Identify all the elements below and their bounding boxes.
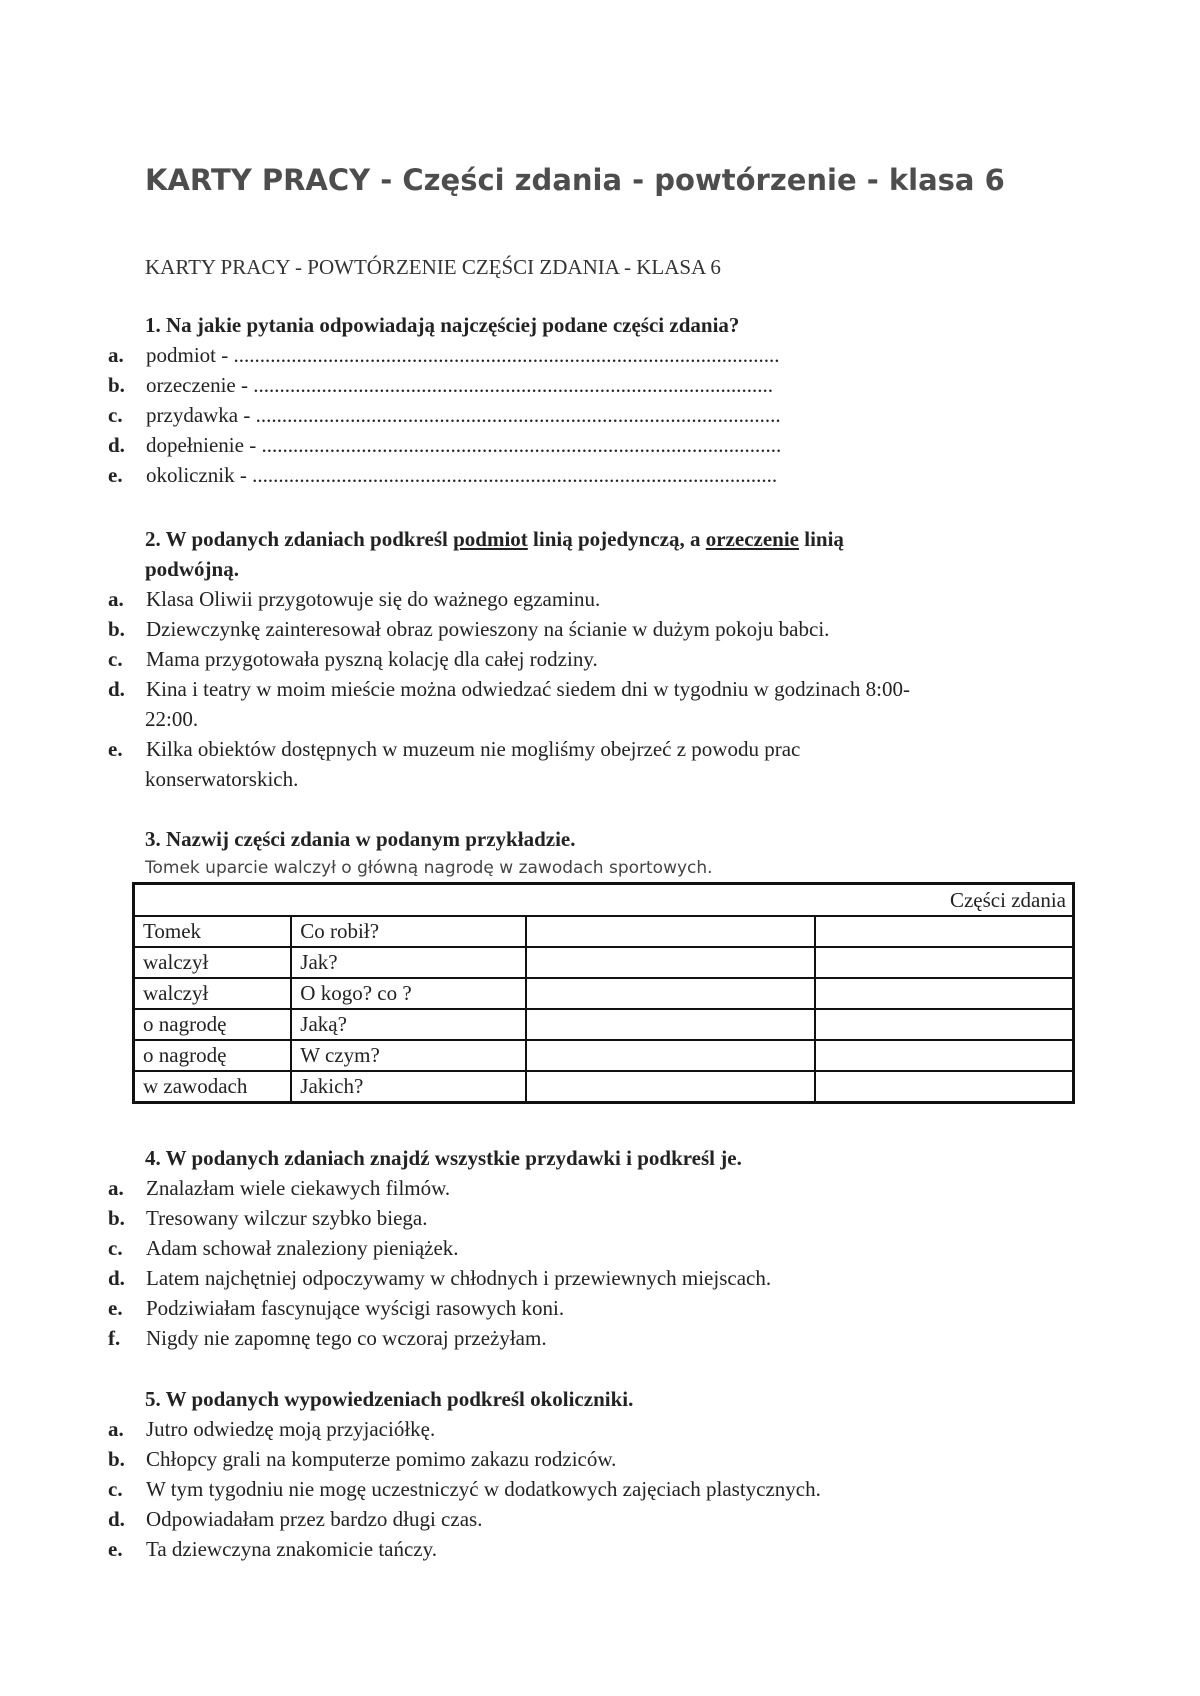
- q4-item: [108, 1203, 428, 1233]
- item-text: orzeczenie - ...................................................................................................: [146, 373, 773, 397]
- table-header: Części zdania: [134, 884, 1074, 917]
- document-title: KARTY PRACY - Części zdania - powtórzenie - klasa 6: [145, 163, 1005, 197]
- item-letter: b.: [108, 1206, 125, 1230]
- item-text: Kina i teatry w moim mieście można odwiedzać siedem dni w tygodniu w godzinach 8:00-: [146, 677, 910, 701]
- item-text: Kilka obiektów dostępnych w muzeum nie mogliśmy obejrzeć z powodu prac: [146, 737, 801, 761]
- cell-blank[interactable]: [526, 947, 815, 978]
- table-row: [134, 1071, 1074, 1103]
- q5-item: [108, 1504, 482, 1534]
- table-row: [134, 1009, 1074, 1040]
- q2-item-continuation: konserwatorskich.: [145, 767, 299, 791]
- cell-question: O kogo? co ?: [291, 978, 526, 1009]
- item-letter: d.: [108, 677, 125, 701]
- item-letter: e.: [108, 463, 123, 487]
- item-text: Podziwiałam fascynujące wyścigi rasowych koni.: [146, 1296, 565, 1320]
- item-text: przydawka - ....................................................................................................: [146, 403, 781, 427]
- item-text: Nigdy nie zapomnę tego co wczoraj przeżyłam.: [146, 1326, 547, 1350]
- q2-item: [108, 644, 598, 674]
- q2-item: [108, 674, 910, 704]
- q5-item: [108, 1474, 821, 1504]
- cell-blank[interactable]: [815, 916, 1074, 947]
- q2-heading-underlined-predicate: orzeczenie: [705, 527, 799, 551]
- cell-word: o nagrodę: [134, 1040, 292, 1071]
- item-letter: f.: [108, 1326, 121, 1350]
- cell-blank[interactable]: [526, 978, 815, 1009]
- cell-blank[interactable]: [815, 1009, 1074, 1040]
- item-letter: a.: [108, 343, 124, 367]
- q4-item: [108, 1263, 771, 1293]
- item-letter: c.: [108, 1477, 123, 1501]
- item-letter: e.: [108, 737, 123, 761]
- table-row: [134, 978, 1074, 1009]
- item-text: Mama przygotowała pyszną kolację dla całej rodziny.: [146, 647, 598, 671]
- q4-item: [108, 1323, 547, 1353]
- q5-item: [108, 1414, 435, 1444]
- q4-item: [108, 1293, 564, 1323]
- item-text: podmiot - ........................................................................................................: [146, 343, 780, 367]
- cell-blank[interactable]: [815, 1040, 1074, 1071]
- item-letter: e.: [108, 1537, 123, 1561]
- item-letter: a.: [108, 1417, 124, 1441]
- q1-item: [108, 340, 780, 370]
- item-text: Chłopcy grali na komputerze pomimo zakazu rodziców.: [146, 1447, 617, 1471]
- q2-item: [108, 584, 600, 614]
- q2-item: [108, 734, 800, 764]
- q4-heading: 4. W podanych zdaniach znajdź wszystkie przydawki i podkreśl je.: [145, 1146, 742, 1170]
- cell-blank[interactable]: [526, 1071, 815, 1103]
- item-letter: b.: [108, 373, 125, 397]
- item-letter: d.: [108, 1507, 125, 1531]
- item-letter: a.: [108, 587, 124, 611]
- cell-blank[interactable]: [815, 947, 1074, 978]
- q4-item: [108, 1233, 459, 1263]
- q5-heading: 5. W podanych wypowiedzeniach podkreśl okoliczniki.: [145, 1387, 634, 1411]
- item-text: Dziewczynkę zainteresował obraz powieszony na ścianie w dużym pokoju babci.: [146, 617, 830, 641]
- cell-word: Tomek: [134, 916, 292, 947]
- item-letter: b.: [108, 1447, 125, 1471]
- item-letter: e.: [108, 1296, 123, 1320]
- cell-word: w zawodach: [134, 1071, 292, 1103]
- q1-item: [108, 460, 777, 490]
- table-row: [134, 1040, 1074, 1071]
- cell-blank[interactable]: [526, 1040, 815, 1071]
- item-text: Ta dziewczyna znakomicie tańczy.: [146, 1537, 438, 1561]
- cell-question: Jakich?: [291, 1071, 526, 1103]
- q2-heading-text: linią: [799, 527, 844, 551]
- q2-heading-text: linią pojedynczą, a: [527, 527, 706, 551]
- item-letter: c.: [108, 647, 123, 671]
- item-text: dopełnienie - ...................................................................................................: [146, 433, 782, 457]
- item-text: W tym tygodniu nie mogę uczestniczyć w dodatkowych zajęciach plastycznych.: [146, 1477, 821, 1501]
- q2-heading-text: 2. W podanych zdaniach podkreśl: [145, 527, 454, 551]
- q2-item: [108, 614, 829, 644]
- q3-heading: 3. Nazwij części zdania w podanym przykładzie.: [145, 827, 576, 851]
- cell-word: o nagrodę: [134, 1009, 292, 1040]
- item-letter: c.: [108, 403, 123, 427]
- cell-word: walczył: [134, 978, 292, 1009]
- item-text: Jutro odwiedzę moją przyjaciółkę.: [146, 1417, 436, 1441]
- cell-blank[interactable]: [526, 916, 815, 947]
- item-text: Adam schował znaleziony pieniążek.: [146, 1236, 459, 1260]
- table-row: [134, 916, 1074, 947]
- cell-word: walczył: [134, 947, 292, 978]
- cell-question: Co robił?: [291, 916, 526, 947]
- item-text: Odpowiadałam przez bardzo długi czas.: [146, 1507, 483, 1531]
- q4-item: [108, 1173, 450, 1203]
- item-letter: d.: [108, 433, 125, 457]
- cell-question: W czym?: [291, 1040, 526, 1071]
- cell-blank[interactable]: [526, 1009, 815, 1040]
- q5-item: [108, 1444, 616, 1474]
- document-subtitle: KARTY PRACY - POWTÓRZENIE CZĘŚCI ZDANIA - KLASA 6: [145, 255, 721, 279]
- q2-item-continuation: 22:00.: [145, 707, 199, 731]
- sentence-parts-table: [132, 882, 1075, 1104]
- cell-blank[interactable]: [815, 978, 1074, 1009]
- item-letter: b.: [108, 617, 125, 641]
- item-text: Znalazłam wiele ciekawych filmów.: [146, 1176, 451, 1200]
- item-letter: a.: [108, 1176, 124, 1200]
- cell-question: Jaką?: [291, 1009, 526, 1040]
- q2-heading-line2: podwójną.: [145, 557, 239, 581]
- cell-question: Jak?: [291, 947, 526, 978]
- q3-example-sentence: Tomek uparcie walczył o główną nagrodę w zawodach sportowych.: [145, 858, 713, 878]
- q1-heading: 1. Na jakie pytania odpowiadają najczęściej podane części zdania?: [145, 313, 740, 337]
- cell-blank[interactable]: [815, 1071, 1074, 1103]
- q5-item: [108, 1534, 437, 1564]
- item-letter: d.: [108, 1266, 125, 1290]
- item-text: Klasa Oliwii przygotowuje się do ważnego egzaminu.: [146, 587, 601, 611]
- item-text: Tresowany wilczur szybko biega.: [146, 1206, 428, 1230]
- q2-heading-underlined-subject: podmiot: [453, 527, 528, 551]
- table-header-row: [134, 884, 1074, 917]
- item-text: okolicznik - ....................................................................................................: [146, 463, 778, 487]
- item-text: Latem najchętniej odpoczywamy w chłodnych i przewiewnych miejscach.: [146, 1266, 772, 1290]
- q2-heading: [145, 524, 844, 554]
- table-row: [134, 947, 1074, 978]
- q1-item: [108, 370, 773, 400]
- q1-item: [108, 400, 781, 430]
- q1-item: [108, 430, 781, 460]
- item-letter: c.: [108, 1236, 123, 1260]
